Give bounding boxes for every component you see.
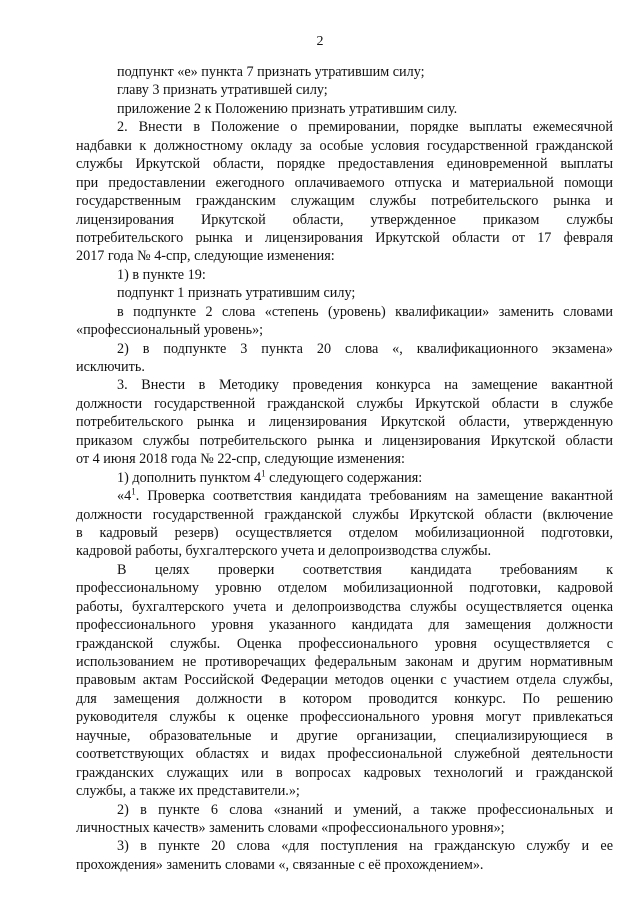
text-line: в подпункте 2 слова «степень (уровень) квалификации» заменить словами [117,303,613,320]
text-line: личностных качеств» заменить словами «профессионального уровня»; [76,819,505,836]
text-line: 2017 года № 4-спр, следующие изменения: [76,248,335,265]
text-line: использованием не противоречащих федеральным законам и другим нормативным [76,654,613,670]
text-line: гражданской службы. Оценка профессионального уровня осуществляется с [76,635,613,652]
text-line: гражданских служащих или в вопросах кадровых технологий и гражданской [76,764,613,781]
text-line: 3. Внести в Методику проведения конкурса на замещение вакантной [117,377,613,394]
text-fragment: 1) дополнить пунктом 4 [117,469,262,486]
text-line: в кадровый резерв) осуществляется отделом мобилизационной подготовки, [76,524,613,541]
text-line: научные, образовательные и другие организации, специализирующиеся в [76,727,613,744]
text-line: при предоставлении ежегодного оплачиваемого отпуска и материальной помощи [76,174,613,191]
text-line: надбавки к должностному окладу за особые условия государственной гражданской [76,137,613,154]
text-fragment: «4 [117,488,132,505]
text-line: руководителя службы к оценке профессионального уровня могут привлекаться [76,709,613,726]
text-line [76,469,613,487]
page-number: 2 [316,34,324,49]
text-line: профессионального уровня указанного кандидата для замещения должности [76,617,613,634]
text-line: должности государственной гражданской службы Иркутской области в службе [76,395,613,412]
text-line: службы, а также их представители.»; [76,783,300,800]
text-line: 3) в пункте 20 слова «для поступления на гражданскую службу и ее [117,838,613,855]
text-line: службы Иркутской области, порядке предоставления единовременной выплаты [76,156,613,173]
document-body [76,63,613,874]
text-line: подпункт «е» пункта 7 признать утратившим силу; [117,64,425,80]
text-line: 1) в пункте 19: [117,266,206,283]
text-line: от 4 июня 2018 года № 22-спр, следующие изменения: [76,451,405,468]
text-line: 2. Внести в Положение о премировании, порядке выплаты ежемесячной [117,119,613,136]
text-line: приказом службы потребительского рынка и лицензирования Иркутской области [76,432,613,449]
text-line: должности государственной гражданской службы Иркутской области (включение [76,506,613,523]
text-line: правовым актам Российской Федерации методов оценки с участием отдела службы, [76,672,613,689]
text-line: исключить. [76,359,145,375]
text-line: для замещения должности в котором проводится конкурс. По решению [76,690,613,707]
superscript: 1 [131,486,136,497]
superscript: 1 [261,467,266,478]
text-line: прохождения» заменить словами «, связанные с её прохождением». [76,856,484,873]
text-line: работы, бухгалтерского учета и делопроизводства службы осуществляется оценка [76,598,613,615]
text-line: потребительского рынка и лицензирования Иркутской области, утвержденную [76,414,613,431]
text-line: подпункт 1 признать утратившим силу; [117,285,356,302]
text-fragment: . Проверка соответствия кандидата требованиям на замещение вакантной [135,488,613,505]
text-line: «профессиональный уровень»; [76,322,264,339]
text-line: главу 3 признать утратившей силу; [117,82,328,99]
text-fragment: следующего содержания: [265,469,423,486]
text-line: приложение 2 к Положению признать утратившим силу. [117,100,458,117]
text-line: кадровой работы, бухгалтерского учета и делопроизводства службы. [76,543,492,560]
text-line: В целях проверки соответствия кандидата требованиям к [117,561,613,578]
text-line [76,487,613,505]
text-line: лицензирования Иркутской области, утвержденное приказом службы [76,211,613,228]
text-line: государственным гражданским служащим службы потребительского рынка и [76,193,613,210]
text-line: соответствующих областях и видах профессиональной служебной деятельности [76,746,613,763]
text-line: 2) в подпункте 3 пункта 20 слова «, квалификационного экзамена» [117,340,613,357]
text-line: 2) в пункте 6 слова «знаний и умений, а также профессиональных и [117,801,613,818]
text-line: профессиональному уровню отделом мобилизационной подготовки, кадровой [76,580,613,597]
text-line: потребительского рынка и лицензирования Иркутской области от 17 февраля [76,229,613,246]
